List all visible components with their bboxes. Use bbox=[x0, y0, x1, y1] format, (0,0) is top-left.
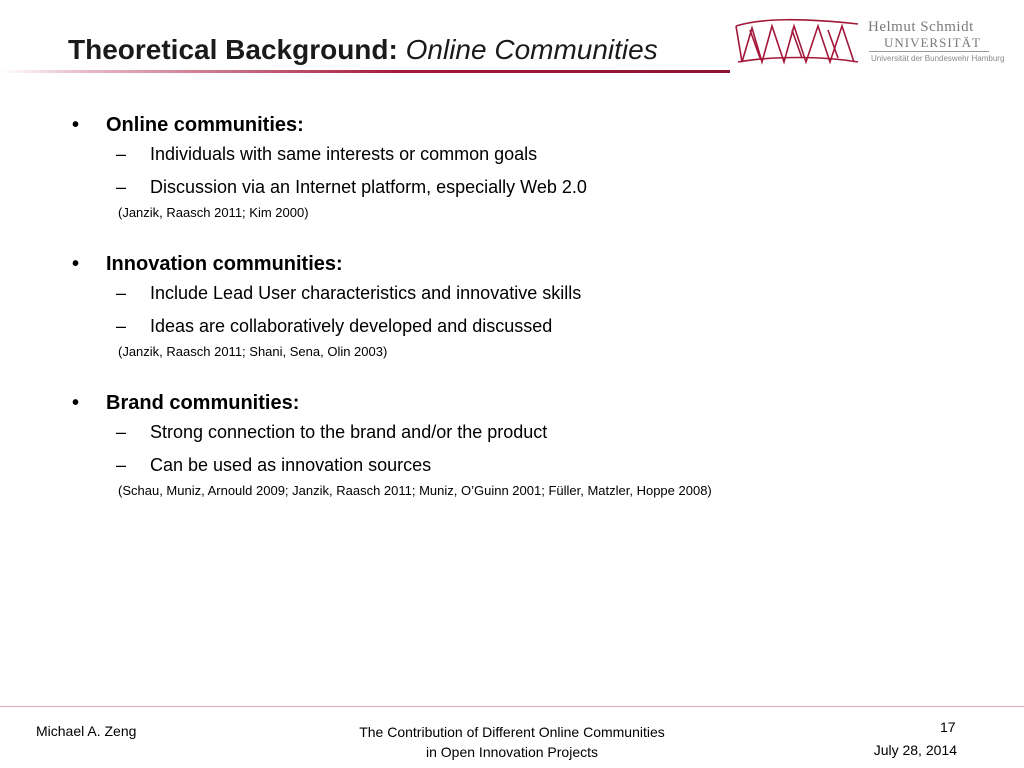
slide-title bbox=[68, 34, 658, 66]
bullet-heading-text: Online communities: bbox=[106, 114, 304, 136]
section-online-communities bbox=[72, 114, 972, 227]
title-underline bbox=[0, 70, 730, 73]
sub-bullet bbox=[116, 144, 972, 177]
dash-icon: – bbox=[116, 177, 127, 197]
logo-name-line2: UNIVERSITÄT bbox=[884, 35, 981, 50]
dash-icon: – bbox=[116, 283, 127, 303]
bullet-heading bbox=[72, 114, 972, 144]
sub-bullet bbox=[116, 283, 972, 316]
section-innovation-communities bbox=[72, 253, 972, 366]
bullet-heading-text: Innovation communities: bbox=[106, 253, 343, 275]
slide-title-bold: Theoretical Background: bbox=[68, 34, 398, 65]
footer-presentation-title bbox=[262, 722, 762, 762]
sub-bullet bbox=[116, 422, 972, 455]
dash-icon: – bbox=[116, 455, 127, 475]
sub-bullet-text: Strong connection to the brand and/or the product bbox=[150, 422, 548, 442]
logo-name-line1: Helmut Schmidt bbox=[868, 19, 974, 35]
bullet-icon: • bbox=[72, 392, 80, 414]
dash-icon: – bbox=[116, 422, 127, 442]
bullet-heading-text: Brand communities: bbox=[106, 392, 300, 414]
citation: (Schau, Muniz, Arnould 2009; Janzik, Raasch 2011; Muniz, O’Guinn 2001; Füller, Matzler, Hoppe 2008) bbox=[118, 483, 712, 498]
citation: (Janzik, Raasch 2011; Shani, Sena, Olin 2003) bbox=[118, 344, 388, 359]
dash-icon: – bbox=[116, 144, 127, 164]
sub-bullet-text: Ideas are collaboratively developed and discussed bbox=[150, 316, 553, 336]
logo-subtitle: Universität der Bundeswehr Hamburg bbox=[871, 54, 1005, 63]
bullet-heading bbox=[72, 253, 972, 283]
footer-divider bbox=[0, 706, 1024, 707]
logo-mark-icon bbox=[732, 16, 862, 70]
sub-bullet-text: Discussion via an Internet platform, especially Web 2.0 bbox=[150, 177, 587, 197]
page-number: 17 bbox=[940, 719, 956, 735]
sub-bullet-text: Individuals with same interests or common goals bbox=[150, 144, 538, 164]
citation: (Janzik, Raasch 2011; Kim 2000) bbox=[118, 205, 309, 220]
bullet-icon: • bbox=[72, 253, 80, 275]
slide-title-italic: Online Communities bbox=[405, 34, 658, 65]
logo-divider bbox=[869, 51, 989, 52]
sub-bullet-text: Include Lead User characteristics and innovative skills bbox=[150, 283, 582, 303]
university-logo bbox=[732, 16, 1005, 70]
bullet-icon: • bbox=[72, 114, 80, 136]
footer-title-line2: in Open Innovation Projects bbox=[426, 744, 598, 760]
slide-body bbox=[72, 114, 972, 531]
section-brand-communities bbox=[72, 392, 972, 505]
sub-bullet-text: Can be used as innovation sources bbox=[150, 455, 432, 475]
footer-author: Michael A. Zeng bbox=[36, 723, 137, 739]
bullet-heading bbox=[72, 392, 972, 422]
dash-icon: – bbox=[116, 316, 127, 336]
footer-title-line1: The Contribution of Different Online Communities bbox=[359, 724, 665, 740]
footer-date: July 28, 2014 bbox=[873, 742, 957, 758]
